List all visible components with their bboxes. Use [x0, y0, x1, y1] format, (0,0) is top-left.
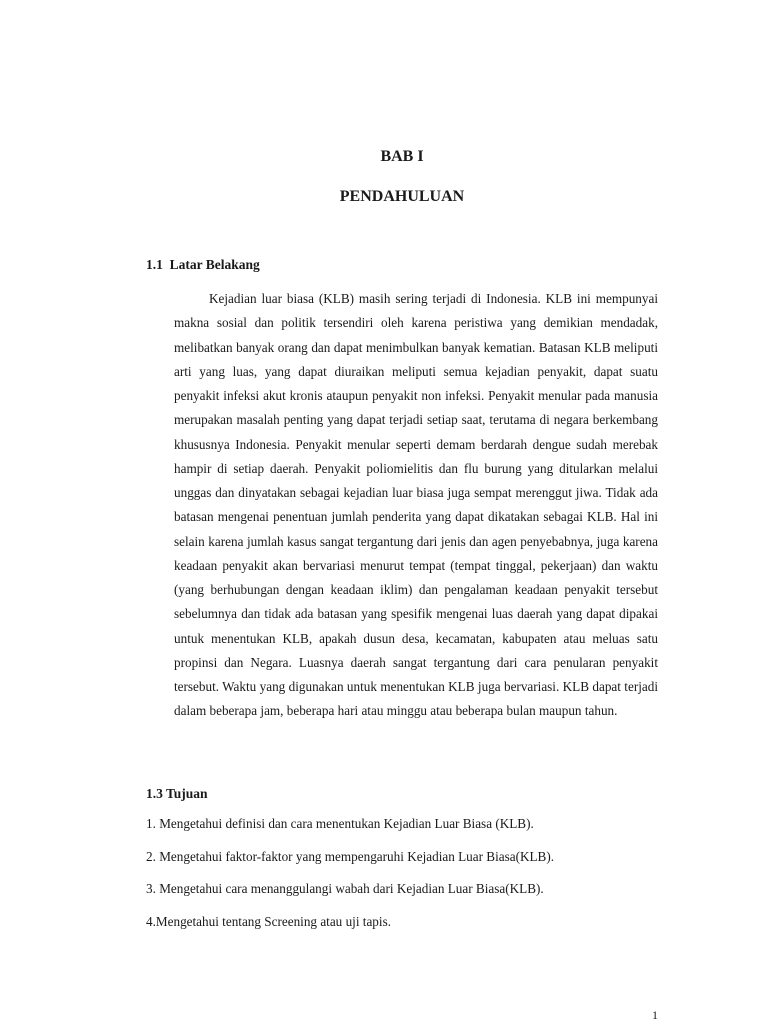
- tujuan-list-item: 4.Mengetahui tentang Screening atau uji tapis.: [146, 913, 391, 929]
- chapter-number: BAB I: [380, 148, 424, 165]
- page-number: 1: [652, 1008, 658, 1022]
- section-heading-latar-belakang: 1.1 Latar Belakang: [146, 257, 260, 272]
- tujuan-list-item: 3. Mengetahui cara menanggulangi wabah dari Kejadian Luar Biasa(KLB).: [146, 881, 544, 896]
- tujuan-list-item: 2. Mengetahui faktor-faktor yang mempengaruhi Kejadian Luar Biasa(KLB).: [146, 848, 555, 864]
- chapter-title: PENDAHULUAN: [339, 188, 465, 205]
- tujuan-list: [146, 815, 666, 945]
- section-heading-tujuan: 1.3 Tujuan: [146, 786, 208, 801]
- tujuan-list-item: 1. Mengetahui definisi dan cara menentukan Kejadian Luar Biasa (KLB).: [146, 816, 534, 831]
- latar-belakang-paragraph: Kejadian luar biasa (KLB) masih sering terjadi di Indonesia. KLB ini mempunyai makna sosial dan politik tersendiri oleh karena peristiwa yang demikian mendadak, melibatkan banyak orang dan dapat menimbulkan banyak kematian. Batasan KLB meliputi arti yang luas, yang dapat diuraikan meliputi semua kejadian penyakit, dapat suatu penyakit infeksi akut kronis ataupun penyakit non infeksi. Penyakit menular pada manusia merupakan masalah penting yang dapat terjadi setiap saat, terutama di negara berkembang khususnya Indonesia. Penyakit menular seperti demam berdarah dengue sudah merebak hampir di setiap daerah. Penyakit poliomielitis dan flu burung yang ditularkan melalui unggas dan dinyatakan sebagai kejadian luar biasa juga sempat merenggut jiwa. Tidak ada batasan mengenai penentuan jumlah penderita yang dapat dikatakan sebagai KLB. Hal ini selain karena jumlah kasus sangat tergantung dari jenis dan agen penyebabnya, juga karena keadaan penyakit akan bervariasi menurut tempat (tempat tinggal, pekerjaan) dan waktu (yang berhubungan dengan keadaan iklim) dan pengalaman keadaan penyakit tersebut sebelumnya dan tidak ada batasan yang spesifik mengenai luas daerah yang dapat dipakai untuk menentukan KLB, apakah dusun desa, kecamatan, kabupaten atau meluas satu propinsi dan Negara. Luasnya daerah sangat tergantung dari cara penularan penyakit tersebut. Waktu yang digunakan untuk menentukan KLB juga bervariasi. KLB dapat terjadi dalam beberapa jam, beberapa hari atau minggu atau beberapa bulan maupun tahun.: [174, 291, 658, 719]
